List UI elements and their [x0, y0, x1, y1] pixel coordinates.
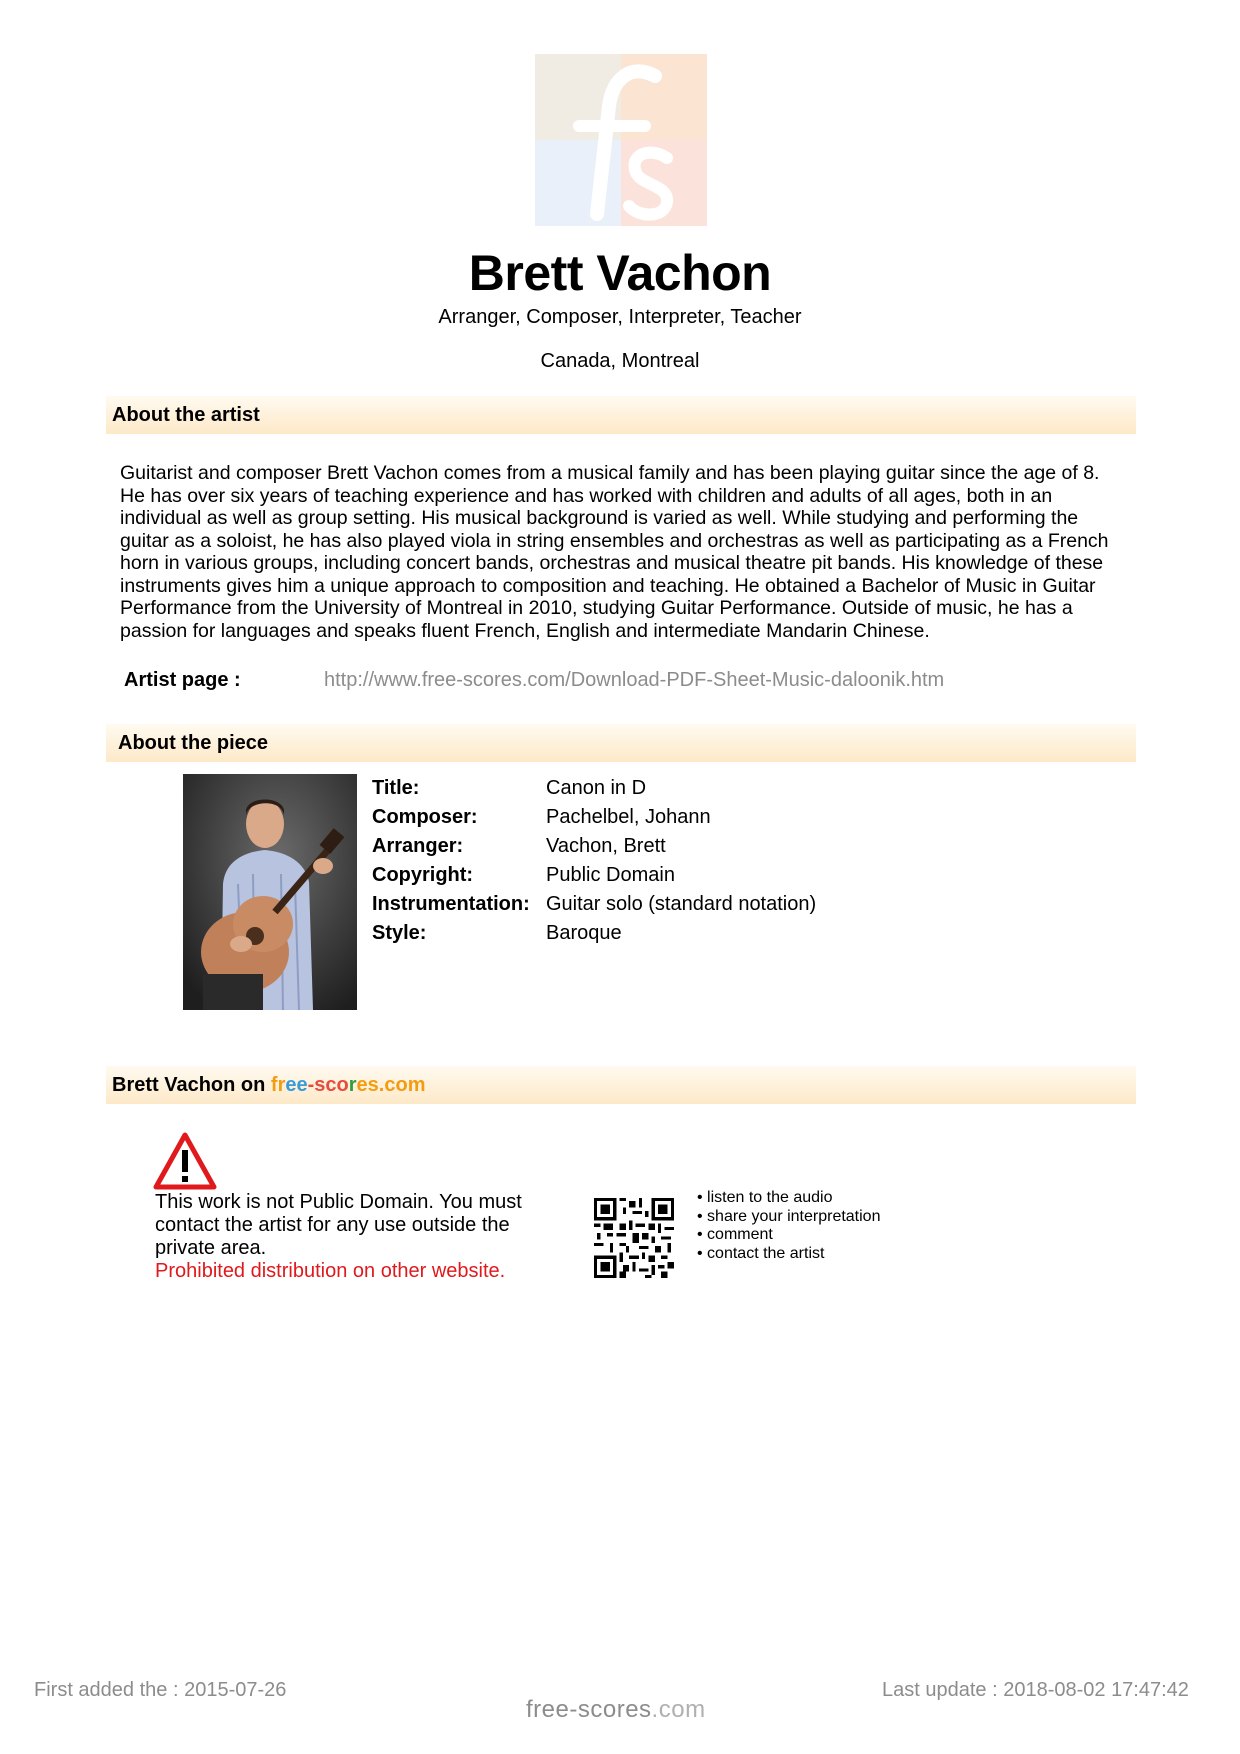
- section-heading: About the artist: [112, 404, 260, 426]
- prohibited-notice: Prohibited distribution on other website.: [155, 1260, 506, 1282]
- last-update-date: Last update : 2018-08-02 17:47:42: [882, 1679, 1189, 1701]
- piece-row-instrumentation: [372, 890, 816, 919]
- piece-value: Pachelbel, Johann: [546, 806, 711, 828]
- brand-part: es: [356, 1074, 379, 1096]
- brand-part: sco: [314, 1074, 349, 1096]
- first-added-date: First added the : 2015-07-26: [34, 1679, 287, 1701]
- features-list: [697, 1189, 880, 1263]
- piece-value: Public Domain: [546, 864, 675, 886]
- piece-row-arranger: [372, 832, 816, 861]
- piece-label: Instrumentation:: [372, 893, 530, 915]
- artist-page-link[interactable]: http://www.free-scores.com/Download-PDF-Sheet-Music-daloonik.htm: [324, 669, 945, 691]
- brand-link[interactable]: [271, 1074, 426, 1096]
- piece-value: Vachon, Brett: [546, 835, 666, 857]
- piece-label: Copyright:: [372, 864, 474, 886]
- feature-item: • comment: [697, 1226, 773, 1243]
- artist-location: Canada, Montreal: [540, 350, 700, 372]
- artist-name: Brett Vachon: [468, 245, 772, 301]
- qr-code[interactable]: [594, 1198, 674, 1278]
- piece-details: [372, 774, 816, 948]
- feature-item: • contact the artist: [697, 1244, 825, 1262]
- piece-value: Baroque: [546, 922, 622, 944]
- brand-part: fr: [270, 1074, 286, 1096]
- brand-part: r: [348, 1074, 357, 1096]
- section-about-piece: [106, 724, 1136, 762]
- copyright-notice: [155, 1191, 575, 1283]
- footer-brand-main: free-scores: [526, 1696, 652, 1723]
- section-about-artist: [106, 396, 1136, 434]
- footer-brand-tld: .com: [651, 1696, 706, 1723]
- brand-part: ee: [285, 1074, 308, 1096]
- piece-row-copyright: [372, 861, 816, 890]
- artist-bio: Guitarist and composer Brett Vachon comes from a musical family and has been playing guitar since the age of 8. He has over six years of teaching experience and has worked with children and adults of all ages, both in an individual as well as group setting. His musical background is varied as well. While studying and performing the guitar as a soloist, he has also played viola in string ensembles and orchestras as well as participating as a French horn in various groups, including concert bands, orchestras and musical theatre pit bands. His knowledge of these instruments gives him a unique approach to composition and teaching. He obtained a Bachelor of Music in Guitar Performance from the University of Montreal in 2010, studying Guitar Performance. Outside of music, he has a passion for languages and speaks fluent French, English and intermediate Mandarin Chinese.: [120, 462, 1109, 642]
- piece-value: Canon in D: [546, 777, 647, 799]
- piece-label: Composer:: [372, 806, 478, 828]
- free-scores-logo: [535, 54, 707, 226]
- artist-roles: Arranger, Composer, Interpreter, Teacher: [438, 306, 802, 328]
- section-on-site: [106, 1066, 1136, 1104]
- piece-row-title: [372, 774, 816, 803]
- piece-value: Guitar solo (standard notation): [546, 893, 817, 915]
- brand-part: -: [307, 1074, 315, 1096]
- piece-label: Title:: [372, 777, 420, 799]
- piece-row-composer: [372, 803, 816, 832]
- notice-text: This work is not Public Domain. You must contact the artist for any use outside the private area.: [155, 1191, 522, 1259]
- piece-label: Arranger:: [372, 835, 464, 857]
- feature-item: • share your interpretation: [697, 1207, 881, 1225]
- piece-label: Style:: [372, 922, 427, 944]
- feature-item: • listen to the audio: [697, 1189, 833, 1206]
- artist-page-label: Artist page :: [124, 669, 241, 691]
- brand-part: .com: [378, 1074, 426, 1096]
- footer-brand-logo: [526, 1696, 706, 1724]
- section-heading: Brett Vachon on: [112, 1074, 271, 1096]
- artist-photo: [183, 774, 357, 1010]
- section-heading: About the piece: [118, 732, 269, 754]
- piece-row-style: [372, 919, 816, 948]
- warning-icon: [153, 1132, 217, 1190]
